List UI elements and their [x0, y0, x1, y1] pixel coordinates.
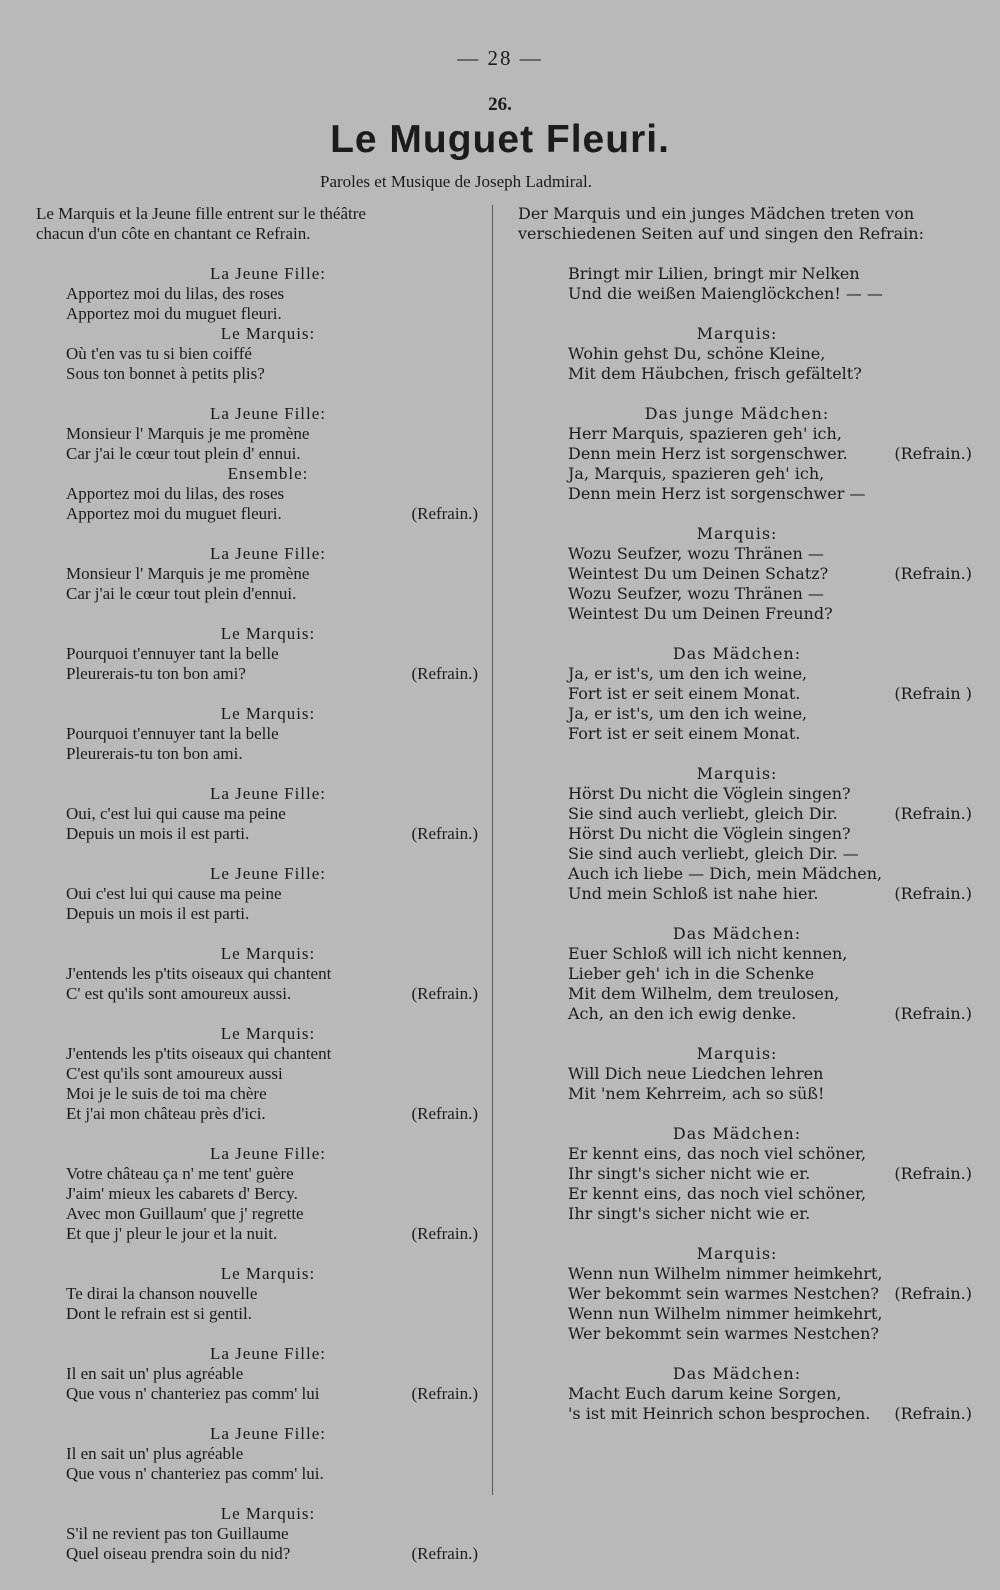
speaker-label: Das Mädchen: [672, 924, 802, 943]
verse-text: Ja, er ist's, um den ich weine, [568, 664, 808, 683]
speaker-label: Marquis: [696, 524, 778, 543]
stanza [502, 644, 972, 744]
verse-text: Ihr singt's sicher nicht wie er. [568, 1204, 811, 1223]
verse-text: Weintest Du um Deinen Schatz? [568, 564, 829, 583]
verse-line [0, 284, 486, 304]
verse-text: Mit 'nem Kehrreim, ach so süß! [568, 1084, 825, 1103]
verse-text: Ja, Marquis, spazieren geh' ich, [568, 464, 825, 483]
verse-text: Et que j' pleur le jour et la nuit. [66, 1224, 278, 1243]
verse-line [0, 744, 486, 764]
stanza [0, 464, 486, 524]
verse-text: Il en sait un' plus agréable [66, 1444, 244, 1463]
verse-line [0, 1064, 486, 1084]
verse-text: Wenn nun Wilhelm nimmer heimkehrt, [568, 1264, 883, 1283]
speaker-label: Marquis: [696, 764, 778, 783]
verse-line [0, 1184, 486, 1204]
verse-text: Que vous n' chanteriez pas comm' lui [66, 1384, 320, 1403]
verse-line [0, 1164, 486, 1184]
verse-line [502, 964, 972, 984]
verse-text: Apportez moi du lilas, des roses [66, 284, 285, 303]
verse-line [502, 844, 972, 864]
verse-text: Mit dem Wilhelm, dem treulosen, [568, 984, 840, 1003]
verse-line [502, 1164, 972, 1184]
verse-line [502, 824, 972, 844]
verse-line [502, 604, 972, 624]
stanza [502, 1124, 972, 1224]
verse-line [502, 724, 972, 744]
verse-line [0, 1044, 486, 1064]
verse-line [0, 504, 486, 524]
verse-text: Sie sind auch verliebt, gleich Dir. [568, 804, 838, 823]
verse-text: C' est qu'ils sont amoureux aussi. [66, 984, 292, 1003]
speaker-label: Le Marquis: [220, 324, 316, 343]
verse-line [0, 1204, 486, 1224]
verse-line [502, 1304, 972, 1324]
verse-text: Il en sait un' plus agréable [66, 1364, 244, 1383]
refrain-marker: (Refrain.) [894, 564, 972, 583]
verse-line [0, 1524, 486, 1544]
stanza [502, 524, 972, 624]
verse-line [502, 784, 972, 804]
verse-line [502, 1084, 972, 1104]
verse-line [0, 484, 486, 504]
speaker-label: Le Marquis: [220, 944, 316, 963]
speaker-label: La Jeune Fille: [209, 264, 327, 283]
verse-line [0, 904, 486, 924]
stanza [0, 1344, 486, 1404]
speaker-label: Le Marquis: [220, 1264, 316, 1283]
verse-text: Dont le refrain est si gentil. [66, 1304, 253, 1323]
verse-line [0, 664, 486, 684]
refrain-marker: (Refrain.) [894, 1404, 972, 1423]
stanza [0, 1024, 486, 1124]
verse-line [502, 284, 972, 304]
verse-text: Oui c'est lui qui cause ma peine [66, 884, 282, 903]
verse-text: Depuis un mois il est parti. [66, 904, 250, 923]
verse-text: Apportez moi du muguet fleuri. [66, 304, 282, 323]
verse-text: Avec mon Guillaum' que j' regrette [66, 1204, 304, 1223]
verse-line [0, 1364, 486, 1384]
refrain-marker: (Refrain.) [411, 824, 478, 843]
verse-text: Sie sind auch verliebt, gleich Dir. — [568, 844, 859, 863]
refrain-marker: (Refrain.) [894, 1164, 972, 1183]
stanza [502, 1044, 972, 1104]
verse-line [0, 1464, 486, 1484]
speaker-label: Marquis: [696, 324, 778, 343]
verse-text: Ja, er ist's, um den ich weine, [568, 704, 808, 723]
verse-text: Te dirai la chanson nouvelle [66, 1284, 258, 1303]
speaker-label: La Jeune Fille: [209, 784, 327, 803]
speaker-label: Le Marquis: [220, 1504, 316, 1523]
stanza [0, 864, 486, 924]
verse-text: Pleurerais-tu ton bon ami? [66, 664, 246, 683]
verse-text: Que vous n' chanteriez pas comm' lui. [66, 1464, 324, 1483]
verse-text: Fort ist er seit einem Monat. [568, 684, 801, 703]
stanza [0, 624, 486, 684]
stanza [0, 1424, 486, 1484]
stanza [0, 944, 486, 1004]
speaker-label: Le Marquis: [220, 624, 316, 643]
verse-line [0, 1304, 486, 1324]
verse-text: Oui, c'est lui qui cause ma peine [66, 804, 286, 823]
verse-line [0, 1544, 486, 1564]
verse-text: Et j'ai mon château près d'ici. [66, 1104, 266, 1123]
verse-line [502, 584, 972, 604]
verse-text: J'entends les p'tits oiseaux qui chantent [66, 1044, 332, 1063]
refrain-marker: (Refrain.) [411, 1224, 478, 1243]
verse-text: Pourquoi t'ennuyer tant la belle [66, 644, 279, 663]
page-number: — 28 — [457, 46, 543, 70]
verse-line [0, 1224, 486, 1244]
stanza [0, 264, 486, 324]
speaker-label: La Jeune Fille: [209, 404, 327, 423]
verse-line [502, 1204, 972, 1224]
verse-line [0, 304, 486, 324]
verse-line [0, 364, 486, 384]
german-intro [518, 204, 972, 244]
song-number: 26. [488, 94, 512, 115]
verse-text: Hörst Du nicht die Vöglein singen? [568, 784, 851, 803]
verse-line [502, 1144, 972, 1164]
stanza [502, 264, 972, 304]
verse-line [502, 884, 972, 904]
verse-text: Wozu Seufzer, wozu Thränen — [568, 584, 824, 603]
verse-text: Votre château ça n' me tent' guère [66, 1164, 294, 1183]
verse-text: Denn mein Herz ist sorgenschwer. [568, 444, 848, 463]
verse-text: Pleurerais-tu ton bon ami. [66, 744, 243, 763]
stanza [0, 324, 486, 384]
verse-line [502, 1064, 972, 1084]
verse-text: Bringt mir Lilien, bringt mir Nelken [568, 264, 860, 283]
stanza [0, 1504, 486, 1564]
verse-line [0, 1104, 486, 1124]
verse-line [0, 1284, 486, 1304]
verse-text: Car j'ai le cœur tout plein d'ennui. [66, 584, 297, 603]
verse-text: Où t'en vas tu si bien coiffé [66, 344, 252, 363]
verse-line [502, 1324, 972, 1344]
speaker-label: Das Mädchen: [672, 1124, 802, 1143]
refrain-marker: (Refrain.) [894, 884, 972, 903]
speaker-label: Le Jeune Fille: [209, 864, 327, 883]
stanza [0, 544, 486, 604]
verse-text: Quel oiseau prendra soin du nid? [66, 1544, 291, 1563]
refrain-marker: (Refrain.) [411, 984, 478, 1003]
verse-text: Er kennt eins, das noch viel schöner, [568, 1144, 867, 1163]
verse-text: 's ist mit Heinrich schon besprochen. [568, 1404, 871, 1423]
verse-line [0, 424, 486, 444]
speaker-label: La Jeune Fille: [209, 1144, 327, 1163]
verse-line [0, 884, 486, 904]
stanza [502, 764, 972, 904]
verse-line [502, 704, 972, 724]
song-title: Le Muguet Fleuri. [330, 118, 670, 161]
verse-line [502, 364, 972, 384]
speaker-label: Marquis: [696, 1244, 778, 1263]
speaker-label: Le Marquis: [220, 704, 316, 723]
verse-text: Sous ton bonnet à petits plis? [66, 364, 265, 383]
refrain-marker: (Refrain.) [411, 1384, 478, 1403]
refrain-marker: (Refrain.) [411, 1544, 478, 1563]
verse-line [0, 644, 486, 664]
intro-line: Der Marquis und ein junges Mädchen treten von [518, 204, 915, 223]
verse-line [0, 824, 486, 844]
speaker-label: Das Mädchen: [672, 644, 802, 663]
verse-text: Er kennt eins, das noch viel schöner, [568, 1184, 867, 1203]
verse-text: Und mein Schloß ist nahe hier. [568, 884, 819, 903]
intro-line: chacun d'un côte en chantant ce Refrain. [36, 224, 311, 243]
verse-text: Will Dich neue Liedchen lehren [568, 1064, 824, 1083]
verse-line [0, 444, 486, 464]
stanza [0, 1144, 486, 1244]
german-stanzas [502, 264, 972, 1424]
speaker-label: Le Marquis: [220, 1024, 316, 1043]
verse-line [0, 1444, 486, 1464]
verse-line [0, 724, 486, 744]
verse-line [502, 684, 972, 704]
verse-text: Wenn nun Wilhelm nimmer heimkehrt, [568, 1304, 883, 1323]
refrain-marker: (Refrain.) [411, 664, 478, 683]
verse-text: Herr Marquis, spazieren geh' ich, [568, 424, 842, 443]
stanza [0, 704, 486, 764]
verse-text: Mit dem Häubchen, frisch gefältelt? [568, 364, 862, 383]
verse-text: Car j'ai le cœur tout plein d' ennui. [66, 444, 301, 463]
verse-line [502, 664, 972, 684]
stanza [0, 784, 486, 844]
verse-line [502, 984, 972, 1004]
verse-line [502, 1384, 972, 1404]
stanza [0, 404, 486, 464]
verse-text: Hörst Du nicht die Vöglein singen? [568, 824, 851, 843]
speaker-label: Marquis: [696, 1044, 778, 1063]
verse-line [502, 444, 972, 464]
verse-line [502, 1284, 972, 1304]
verse-line [502, 264, 972, 284]
verse-line [502, 1004, 972, 1024]
refrain-marker: (Refrain.) [894, 1284, 972, 1303]
verse-text: Ihr singt's sicher nicht wie er. [568, 1164, 811, 1183]
verse-line [502, 564, 972, 584]
verse-line [502, 944, 972, 964]
verse-line [502, 544, 972, 564]
verse-text: Auch ich liebe — Dich, mein Mädchen, [568, 864, 883, 883]
verse-line [0, 344, 486, 364]
verse-text: Denn mein Herz ist sorgenschwer — [568, 484, 866, 503]
stanza [502, 924, 972, 1024]
speaker-label: Das junge Mädchen: [644, 404, 830, 423]
verse-text: Moi je le suis de toi ma chère [66, 1084, 267, 1103]
verse-text: Monsieur l' Marquis je me promène [66, 564, 310, 583]
verse-line [0, 1384, 486, 1404]
verse-line [502, 484, 972, 504]
stanza [502, 1364, 972, 1424]
speaker-label: Das Mädchen: [672, 1364, 802, 1383]
refrain-marker: (Refrain.) [894, 1004, 972, 1023]
verse-line [502, 1404, 972, 1424]
verse-line [502, 464, 972, 484]
verse-line [502, 804, 972, 824]
verse-text: S'il ne revient pas ton Guillaume [66, 1524, 289, 1543]
speaker-label: Ensemble: [227, 464, 309, 483]
verse-line [0, 964, 486, 984]
intro-line: Le Marquis et la Jeune fille entrent sur le théâtre [36, 204, 366, 223]
refrain-marker: (Refrain ) [894, 684, 972, 703]
verse-text: Depuis un mois il est parti. [66, 824, 250, 843]
refrain-marker: (Refrain.) [894, 804, 972, 823]
verse-text: Weintest Du um Deinen Freund? [568, 604, 833, 623]
french-column [0, 204, 486, 1564]
verse-line [0, 984, 486, 1004]
verse-text: Lieber geh' ich in die Schenke [568, 964, 815, 983]
verse-line [502, 1264, 972, 1284]
verse-text: Pourquoi t'ennuyer tant la belle [66, 724, 279, 743]
song-author: Paroles et Musique de Joseph Ladmiral. [320, 172, 592, 191]
verse-text: Ach, an den ich ewig denke. [568, 1004, 797, 1023]
verse-line [0, 1084, 486, 1104]
verse-line [0, 564, 486, 584]
verse-text: Und die weißen Maienglöckchen! — — [568, 284, 883, 303]
refrain-marker: (Refrain.) [894, 444, 972, 463]
verse-line [502, 344, 972, 364]
stanza [502, 404, 972, 504]
verse-line [502, 864, 972, 884]
refrain-marker: (Refrain.) [411, 1104, 478, 1123]
german-column [502, 204, 972, 1424]
speaker-label: La Jeune Fille: [209, 544, 327, 563]
column-divider [492, 205, 493, 1495]
verse-text: J'entends les p'tits oiseaux qui chantent [66, 964, 332, 983]
french-stanzas [0, 264, 486, 1564]
verse-line [502, 1184, 972, 1204]
verse-text: Wer bekommt sein warmes Nestchen? [568, 1324, 879, 1343]
speaker-label: La Jeune Fille: [209, 1424, 327, 1443]
verse-text: Euer Schloß will ich nicht kennen, [568, 944, 848, 963]
intro-line: verschiedenen Seiten auf und singen den Refrain: [518, 224, 924, 243]
refrain-marker: (Refrain.) [411, 504, 478, 523]
verse-text: J'aim' mieux les cabarets d' Bercy. [66, 1184, 298, 1203]
stanza [0, 1264, 486, 1324]
french-intro [36, 204, 486, 244]
speaker-label: La Jeune Fille: [209, 1344, 327, 1363]
stanza [502, 1244, 972, 1344]
verse-line [502, 424, 972, 444]
verse-line [0, 584, 486, 604]
verse-text: Monsieur l' Marquis je me promène [66, 424, 310, 443]
verse-text: C'est qu'ils sont amoureux aussi [66, 1064, 283, 1083]
verse-text: Macht Euch darum keine Sorgen, [568, 1384, 842, 1403]
verse-text: Fort ist er seit einem Monat. [568, 724, 801, 743]
verse-text: Apportez moi du muguet fleuri. [66, 504, 282, 523]
stanza [502, 324, 972, 384]
verse-line [0, 804, 486, 824]
verse-text: Wohin gehst Du, schöne Kleine, [568, 344, 826, 363]
verse-text: Wer bekommt sein warmes Nestchen? [568, 1284, 879, 1303]
verse-text: Wozu Seufzer, wozu Thränen — [568, 544, 824, 563]
verse-text: Apportez moi du lilas, des roses [66, 484, 285, 503]
